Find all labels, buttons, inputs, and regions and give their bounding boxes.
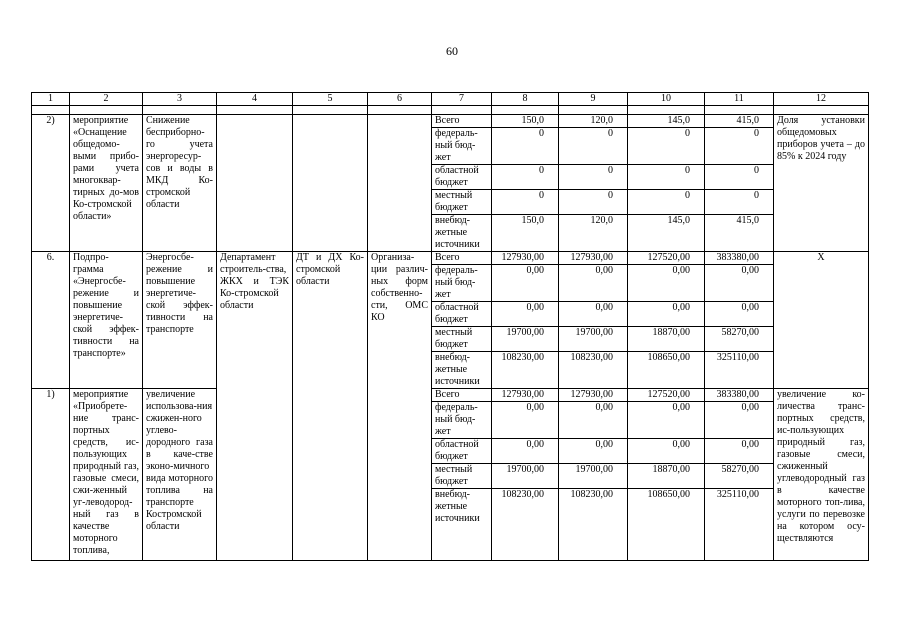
responsible-executor: Департамент строитель-ства, ЖКХ и ТЭК Ко-стромской области	[217, 252, 293, 561]
funding-value: 108230,00	[492, 352, 559, 389]
funding-value: 108230,00	[559, 352, 628, 389]
funding-value: 0,00	[492, 402, 559, 439]
co-executor: ДТ и ДХ Ко-стромской области	[293, 252, 368, 561]
objective: Снижение бесприборно-го учета энергоресур-сов и воды в МКД Ко-стромской области	[143, 115, 217, 252]
column-header: 11	[705, 93, 774, 106]
column-header: 6	[368, 93, 432, 106]
funding-source: местный бюджет	[432, 327, 492, 352]
column-header: 2	[70, 93, 143, 106]
funding-value: 108230,00	[559, 489, 628, 561]
funding-value: 127930,00	[492, 389, 559, 402]
funding-value: 58270,00	[705, 464, 774, 489]
column-header: 5	[293, 93, 368, 106]
funding-value: 0	[559, 165, 628, 190]
funding-value: 0,00	[492, 439, 559, 464]
funding-value: 0,00	[559, 402, 628, 439]
funding-value: 325110,00	[705, 489, 774, 561]
funding-value: 0	[559, 128, 628, 165]
funding-value: 120,0	[559, 115, 628, 128]
funding-value: 0,00	[628, 402, 705, 439]
funding-value: 127520,00	[628, 252, 705, 265]
funding-value: 0	[628, 165, 705, 190]
funding-value: 415,0	[705, 115, 774, 128]
funding-value: 383380,00	[705, 252, 774, 265]
funding-value: 0,00	[492, 302, 559, 327]
funding-value: 127930,00	[492, 252, 559, 265]
row-number: 1)	[32, 389, 70, 561]
funding-value: 0	[705, 128, 774, 165]
funding-value: 0,00	[705, 302, 774, 327]
funding-value: 19700,00	[492, 464, 559, 489]
objective: Энергосбе-режение и повышение энергетиче-ской эффек-тивности на транспорте	[143, 252, 217, 389]
funding-value: 0	[705, 190, 774, 215]
funding-value: 0,00	[705, 402, 774, 439]
column-header: 1	[32, 93, 70, 106]
funding-source: внебюд-жетные источники	[432, 489, 492, 561]
column-header: 8	[492, 93, 559, 106]
expected-result: Доля установки общедомовых приборов учета – до 85% к 2024 году	[774, 115, 869, 252]
funding-source: федераль-ный бюд-жет	[432, 402, 492, 439]
activity-name: мероприятие «Оснащение общедомо-выми прибо-рами учета многоквар-тирных до-мов Ко-стромской области»	[70, 115, 143, 252]
column-header: 12	[774, 93, 869, 106]
funding-source: областной бюджет	[432, 439, 492, 464]
funding-value: 0	[559, 190, 628, 215]
funding-value: 0,00	[628, 265, 705, 302]
funding-value: 58270,00	[705, 327, 774, 352]
funding-source: внебюд-жетные источники	[432, 352, 492, 389]
funding-value: 0,00	[628, 439, 705, 464]
funding-value: 415,0	[705, 215, 774, 252]
funding-value: 145,0	[628, 115, 705, 128]
funding-value: 0	[492, 128, 559, 165]
funding-value: 0,00	[492, 265, 559, 302]
funding-source: внебюд-жетные источники	[432, 215, 492, 252]
responsible-executor	[217, 115, 293, 252]
funding-value: 127930,00	[559, 252, 628, 265]
row-number: 2)	[32, 115, 70, 252]
funding-value: 19700,00	[492, 327, 559, 352]
expected-result: увеличение ко-личества транс-портных средств, ис-пользующих природный газ, газовые смеси, сжиженный углеводородный газ в качестве моторного топ-лива, услуги по перевозке на котором осу-ществляются	[774, 389, 869, 561]
objective: увеличение использова-ния сжижен-ного углево-дородного газа в каче-стве эконо-мичного вида моторного топлива на транспорте Костромской области	[143, 389, 217, 561]
funding-source: федераль-ный бюд-жет	[432, 265, 492, 302]
funding-value: 0,00	[705, 439, 774, 464]
funding-value: 145,0	[628, 215, 705, 252]
funding-source: областной бюджет	[432, 165, 492, 190]
funding-value: 0	[492, 165, 559, 190]
column-header: 7	[432, 93, 492, 106]
funding-value: 0,00	[559, 265, 628, 302]
column-header: 10	[628, 93, 705, 106]
funding-value: 150,0	[492, 115, 559, 128]
funding-value: 0,00	[559, 302, 628, 327]
funding-source: местный бюджет	[432, 190, 492, 215]
funding-value: 19700,00	[559, 327, 628, 352]
column-header: 4	[217, 93, 293, 106]
funding-value: 108650,00	[628, 352, 705, 389]
funding-source: областной бюджет	[432, 302, 492, 327]
table-row	[32, 115, 869, 128]
funding-value: 127930,00	[559, 389, 628, 402]
funding-value: 0	[628, 190, 705, 215]
funding-value: 18870,00	[628, 327, 705, 352]
expected-result: Х	[774, 252, 869, 389]
funding-value: 127520,00	[628, 389, 705, 402]
funding-source: Всего	[432, 252, 492, 265]
funding-value: 0	[705, 165, 774, 190]
funding-value: 18870,00	[628, 464, 705, 489]
funding-value: 108230,00	[492, 489, 559, 561]
funding-value: 19700,00	[559, 464, 628, 489]
funding-value: 150,0	[492, 215, 559, 252]
participants: Организа-ции различ-ных форм собственно-сти, ОМС КО	[368, 252, 432, 561]
funding-value: 0,00	[705, 265, 774, 302]
funding-source: федераль-ный бюд-жет	[432, 128, 492, 165]
program-table	[31, 92, 869, 561]
participants	[368, 115, 432, 252]
column-header: 9	[559, 93, 628, 106]
funding-source: Всего	[432, 389, 492, 402]
funding-source: Всего	[432, 115, 492, 128]
funding-value: 0,00	[628, 302, 705, 327]
column-header: 3	[143, 93, 217, 106]
funding-value: 120,0	[559, 215, 628, 252]
funding-value: 383380,00	[705, 389, 774, 402]
page-number: 60	[446, 44, 458, 58]
funding-value: 0,00	[559, 439, 628, 464]
row-number: 6.	[32, 252, 70, 389]
funding-value: 0	[628, 128, 705, 165]
spacer-row	[32, 106, 869, 115]
table-row	[32, 389, 869, 402]
funding-value: 0	[492, 190, 559, 215]
funding-source: местный бюджет	[432, 464, 492, 489]
table-row	[32, 252, 869, 265]
funding-value: 325110,00	[705, 352, 774, 389]
co-executor	[293, 115, 368, 252]
activity-name: мероприятие «Приобрете-ние транс-портных средств, ис-пользующих природный газ, газовые смеси, сжи-женный уг-леводород-ный газ в качестве моторного топлива,	[70, 389, 143, 561]
activity-name: Подпро-грамма «Энергосбе-режение и повышение энергетиче-ской эффек-тивности на транспорте»	[70, 252, 143, 389]
header-row	[32, 93, 869, 106]
funding-value: 108650,00	[628, 489, 705, 561]
